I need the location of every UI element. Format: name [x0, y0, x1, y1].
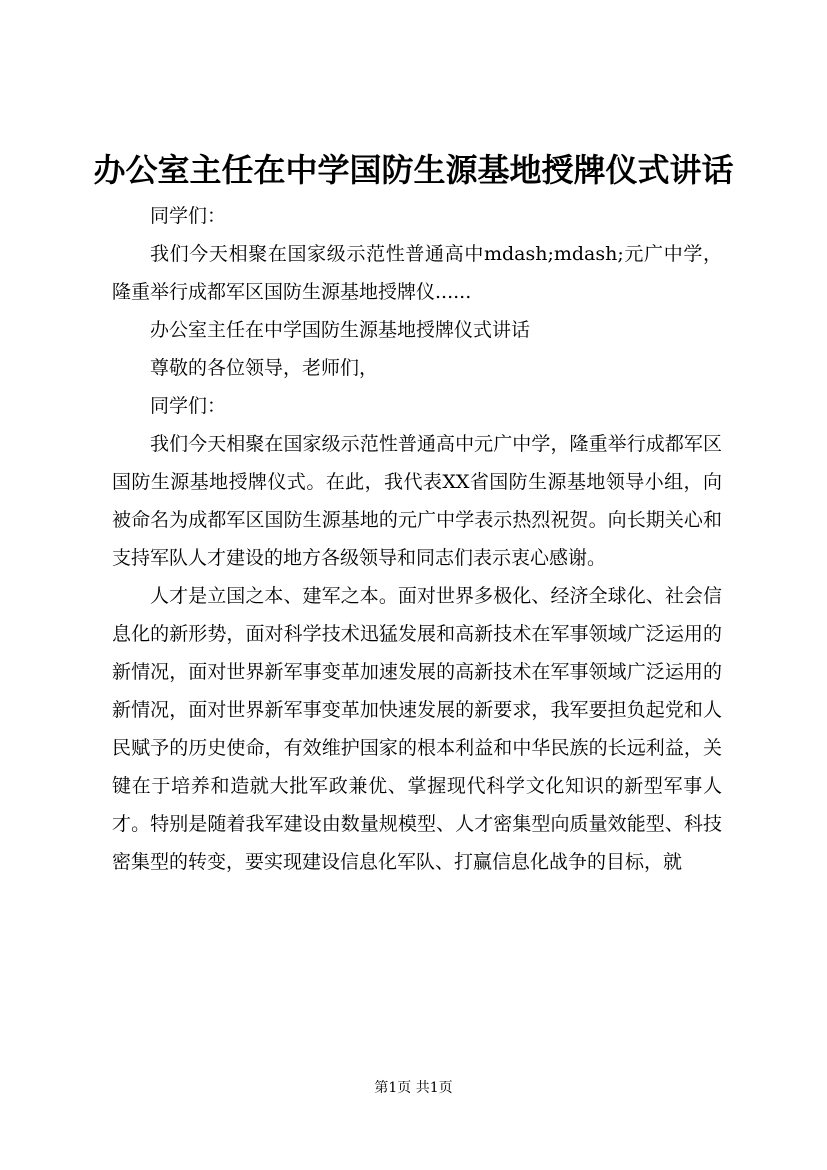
paragraph-talent: 人才是立国之本、建军之本。面对世界多极化、经济全球化、社会信息化的新形势，面对科学技术迅猛发展和高新技术在军事领域广泛运用的新情况，面对世界新军事变革加速发展的高新技术在军事领域广泛运用的新情况，面对世界新军事变革加快速发展的新要求，我军要担负起党和人民赋予的历史使命，有效维护国家的根本利益和中华民族的长远利益，关键在于培养和造就大批军政兼优、掌握现代科学文化知识的新型军事人才。特别是随着我军建设由数量规模型、人才密集型向质量效能型、科技密集型的转变，要实现建设信息化军队、打赢信息化战争的目标，就 — [112, 585, 722, 873]
paragraph-opening: 我们今天相聚在国家级示范性普通高中元广中学，隆重举行成都军区国防生源基地授牌仪式。在此，我代表XX省国防生源基地领导小组，向被命名为成都军区国防生源基地的元广中学表示热烈祝贺。向长期关心和支持军队人才建设的地方各级领导和同志们表示衷心感谢。 — [112, 433, 722, 569]
document-title: 办公室主任在中学国防生源基地授牌仪式讲话 — [93, 151, 734, 189]
document-body — [112, 197, 722, 881]
page-footer: 第1页 共1页 — [374, 1080, 453, 1096]
paragraph-subtitle: 办公室主任在中学国防生源基地授牌仪式讲话 — [150, 319, 531, 341]
paragraph-salutation: 尊敬的各位领导，老师们， — [150, 357, 379, 379]
paragraph-greeting-2: 同学们： — [150, 395, 227, 417]
paragraph-summary: 我们今天相聚在国家级示范性普通高中mdash;mdash;元广中学，隆重举行成都军区国防生源基地授牌仪...... — [112, 243, 722, 303]
paragraph-greeting: 同学们： — [150, 205, 227, 227]
